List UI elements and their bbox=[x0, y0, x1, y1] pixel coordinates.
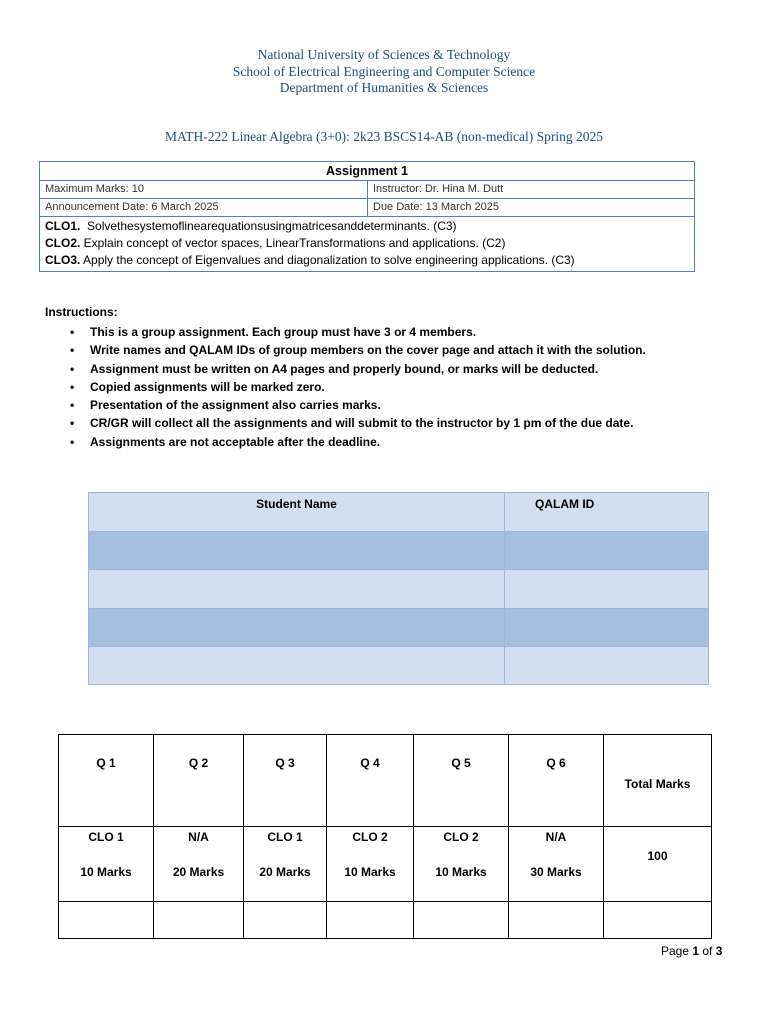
page-total: 3 bbox=[715, 944, 723, 958]
clo-item bbox=[45, 218, 689, 235]
obtained-marks-cell[interactable] bbox=[414, 902, 509, 939]
qalam-id-cell[interactable] bbox=[505, 532, 709, 570]
clo-cell: N/A bbox=[154, 827, 244, 863]
clo-cell: CLO 1 bbox=[59, 827, 154, 863]
clo-text: Solvethesystemoflinearequationsusingmatricesanddeterminants. (C3) bbox=[80, 219, 457, 233]
qalam-id-cell[interactable] bbox=[505, 608, 709, 646]
assignment-info-box bbox=[39, 161, 695, 272]
instructions-list bbox=[70, 323, 646, 451]
total-marks-header: Total Marks bbox=[604, 735, 712, 827]
instructions-title: Instructions: bbox=[45, 305, 118, 319]
student-row bbox=[89, 532, 709, 570]
question-header: Q 2 bbox=[154, 735, 244, 827]
qalam-id-header: QALAM ID bbox=[505, 493, 709, 532]
marks-cell: 10 Marks bbox=[59, 862, 154, 902]
student-row bbox=[89, 646, 709, 684]
clo-text: Explain concept of vector spaces, LinearTransformations and applications. (C2) bbox=[80, 236, 506, 250]
instruction-item: • This is a group assignment. Each group must have 3 or 4 members. bbox=[70, 323, 646, 341]
instruction-item: • Write names and QALAM IDs of group members on the cover page and attach it with the solution. bbox=[70, 341, 646, 359]
announcement-date: Announcement Date: 6 March 2025 bbox=[40, 199, 368, 216]
clo-code: CLO3. bbox=[45, 253, 81, 267]
info-row-marks bbox=[40, 181, 694, 199]
info-row-dates bbox=[40, 199, 694, 217]
student-row bbox=[89, 570, 709, 608]
obtained-total-cell[interactable] bbox=[604, 902, 712, 939]
student-table bbox=[88, 492, 709, 685]
clo-cell: N/A bbox=[509, 827, 604, 863]
clo-list bbox=[40, 217, 694, 271]
question-header: Q 3 bbox=[244, 735, 327, 827]
student-name-cell[interactable] bbox=[89, 532, 505, 570]
marks-cell: 20 Marks bbox=[154, 862, 244, 902]
instructor: Instructor: Dr. Hina M. Dutt bbox=[373, 183, 504, 195]
marks-table bbox=[58, 734, 712, 939]
page-prefix: Page bbox=[661, 944, 693, 958]
total-marks-value: 100 bbox=[604, 827, 712, 902]
instruction-item: • CR/GR will collect all the assignments and will submit to the instructor by 1 pm of the due date. bbox=[70, 414, 646, 432]
marks-cell: 30 Marks bbox=[509, 862, 604, 902]
clo-cell: CLO 1 bbox=[244, 827, 327, 863]
marks-cell: 10 Marks bbox=[414, 862, 509, 902]
obtained-marks-cell[interactable] bbox=[327, 902, 414, 939]
student-name-cell[interactable] bbox=[89, 570, 505, 608]
page-current: 1 bbox=[692, 944, 700, 958]
clo-code: CLO1. bbox=[45, 219, 81, 233]
question-header: Q 1 bbox=[59, 735, 154, 827]
instruction-item: • Presentation of the assignment also carries marks. bbox=[70, 396, 646, 414]
course-title: MATH-222 Linear Algebra (3+0): 2k23 BSCS14-AB (non-medical) Spring 2025 bbox=[164, 129, 604, 144]
instruction-item: • Copied assignments will be marked zero. bbox=[70, 378, 646, 396]
obtained-marks-cell[interactable] bbox=[244, 902, 327, 939]
student-name-cell[interactable] bbox=[89, 646, 505, 684]
clo-item bbox=[45, 252, 689, 269]
obtained-marks-cell[interactable] bbox=[154, 902, 244, 939]
department-name: Department of Humanities & Sciences bbox=[279, 80, 489, 95]
question-row bbox=[59, 735, 712, 827]
clo-item bbox=[45, 235, 689, 252]
question-header: Q 5 bbox=[414, 735, 509, 827]
student-name-header: Student Name bbox=[89, 493, 505, 532]
clo-code: CLO2. bbox=[45, 236, 81, 250]
clo-row bbox=[59, 827, 712, 863]
student-name-cell[interactable] bbox=[89, 608, 505, 646]
marks-cell: 10 Marks bbox=[327, 862, 414, 902]
university-name: National University of Sciences & Technology bbox=[257, 47, 511, 62]
qalam-id-cell[interactable] bbox=[505, 646, 709, 684]
obtained-marks-cell[interactable] bbox=[59, 902, 154, 939]
school-name: School of Electrical Engineering and Computer Science bbox=[232, 64, 536, 79]
student-table-header bbox=[89, 493, 709, 532]
instruction-item: • Assignments are not acceptable after the deadline. bbox=[70, 433, 646, 451]
clo-text: Apply the concept of Eigenvalues and diagonalization to solve engineering applications. (C3) bbox=[80, 253, 575, 267]
clo-cell: CLO 2 bbox=[327, 827, 414, 863]
obtained-marks-row bbox=[59, 902, 712, 939]
assignment-title: Assignment 1 bbox=[40, 162, 694, 181]
qalam-id-cell[interactable] bbox=[505, 570, 709, 608]
clo-cell: CLO 2 bbox=[414, 827, 509, 863]
question-header: Q 4 bbox=[327, 735, 414, 827]
page-of: of bbox=[699, 944, 716, 958]
question-header: Q 6 bbox=[509, 735, 604, 827]
max-marks: Maximum Marks: 10 bbox=[40, 181, 368, 198]
student-row bbox=[89, 608, 709, 646]
due-date: Due Date: 13 March 2025 bbox=[373, 201, 499, 213]
page-number bbox=[661, 944, 722, 958]
instruction-item: • Assignment must be written on A4 pages and properly bound, or marks will be deducted. bbox=[70, 360, 646, 378]
marks-cell: 20 Marks bbox=[244, 862, 327, 902]
obtained-marks-cell[interactable] bbox=[509, 902, 604, 939]
